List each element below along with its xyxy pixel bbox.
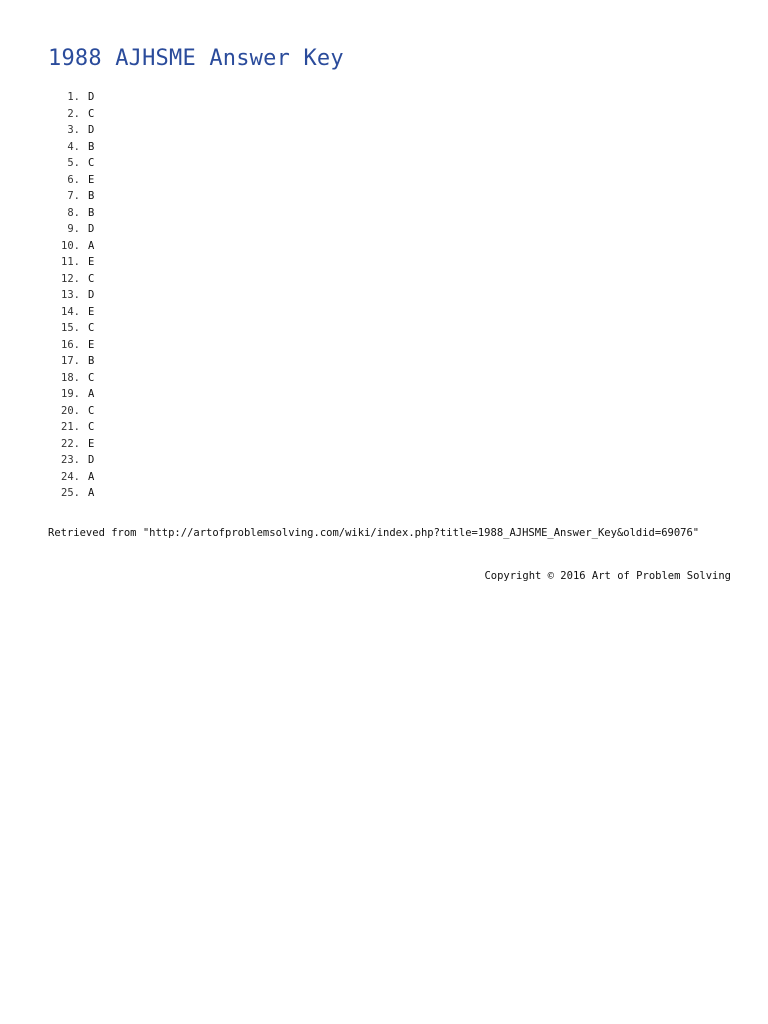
answer-item <box>48 172 94 189</box>
answer-letter: E <box>88 256 95 268</box>
answer-letter: D <box>88 289 95 301</box>
answer-letter: E <box>88 338 95 351</box>
answer-number: 25. <box>61 487 80 499</box>
answer-number: 24. <box>61 470 80 483</box>
answer-letter: C <box>88 371 95 384</box>
answer-letter: A <box>88 487 95 499</box>
answer-number: 12. <box>61 272 80 285</box>
answer-item <box>48 485 94 502</box>
answer-number: 5. <box>67 157 80 169</box>
page-title: 1988 AJHSME Answer Key <box>48 46 344 71</box>
answer-number: 6. <box>67 173 80 186</box>
answer-item <box>48 287 94 304</box>
answer-number: 23. <box>61 454 80 466</box>
answer-letter: A <box>88 239 95 252</box>
answer-item <box>48 469 94 486</box>
answer-number: 3. <box>67 124 80 136</box>
answer-item <box>48 403 94 420</box>
answer-item <box>48 139 94 156</box>
answer-number: 7. <box>67 190 80 202</box>
answer-number: 17. <box>61 355 80 367</box>
answer-item <box>48 155 94 172</box>
answer-item <box>48 353 94 370</box>
answer-item <box>48 254 94 271</box>
answer-letter: C <box>88 272 95 285</box>
answer-item <box>48 436 94 453</box>
answer-number: 18. <box>61 371 80 384</box>
answer-item <box>48 89 94 106</box>
answer-item <box>48 452 94 469</box>
answer-list <box>48 89 94 502</box>
answer-number: 1. <box>67 91 80 103</box>
answer-item <box>48 370 94 387</box>
retrieved-from-text: Retrieved from "http://artofproblemsolving.com/wiki/index.php?title=1988_AJHSME_Answer_Key&oldid=69076" <box>48 527 700 539</box>
answer-item <box>48 304 94 321</box>
answer-letter: B <box>88 190 95 202</box>
answer-letter: E <box>88 437 95 450</box>
answer-letter: C <box>88 322 95 334</box>
answer-item <box>48 188 94 205</box>
answer-letter: D <box>88 91 95 103</box>
answer-letter: D <box>88 223 95 235</box>
answer-letter: B <box>88 355 95 367</box>
answer-number: 21. <box>61 421 80 433</box>
answer-item <box>48 205 94 222</box>
copyright-text: Copyright © 2016 Art of Problem Solving <box>484 570 731 582</box>
answer-letter: D <box>88 124 95 136</box>
answer-number: 16. <box>61 338 80 351</box>
answer-number: 10. <box>61 239 80 252</box>
answer-number: 19. <box>61 388 80 400</box>
answer-number: 2. <box>67 107 80 120</box>
answer-letter: E <box>88 173 95 186</box>
answer-number: 20. <box>61 404 80 417</box>
answer-number: 13. <box>61 289 80 301</box>
answer-letter: C <box>88 404 95 417</box>
answer-number: 15. <box>61 322 80 334</box>
answer-letter: A <box>88 388 95 400</box>
answer-letter: E <box>88 305 95 318</box>
answer-item <box>48 271 94 288</box>
answer-item <box>48 419 94 436</box>
answer-number: 14. <box>61 305 80 318</box>
answer-letter: D <box>88 454 95 466</box>
answer-letter: C <box>88 107 95 120</box>
answer-letter: A <box>88 470 95 483</box>
answer-item <box>48 221 94 238</box>
answer-number: 4. <box>67 140 80 153</box>
answer-item <box>48 238 94 255</box>
answer-number: 8. <box>67 206 80 219</box>
answer-item <box>48 337 94 354</box>
answer-number: 11. <box>61 256 80 268</box>
answer-item <box>48 320 94 337</box>
answer-item <box>48 386 94 403</box>
answer-item <box>48 106 94 123</box>
answer-letter: B <box>88 206 95 219</box>
answer-number: 9. <box>67 223 80 235</box>
answer-letter: C <box>88 157 95 169</box>
answer-number: 22. <box>61 437 80 450</box>
answer-item <box>48 122 94 139</box>
answer-letter: C <box>88 421 95 433</box>
answer-letter: B <box>88 140 95 153</box>
